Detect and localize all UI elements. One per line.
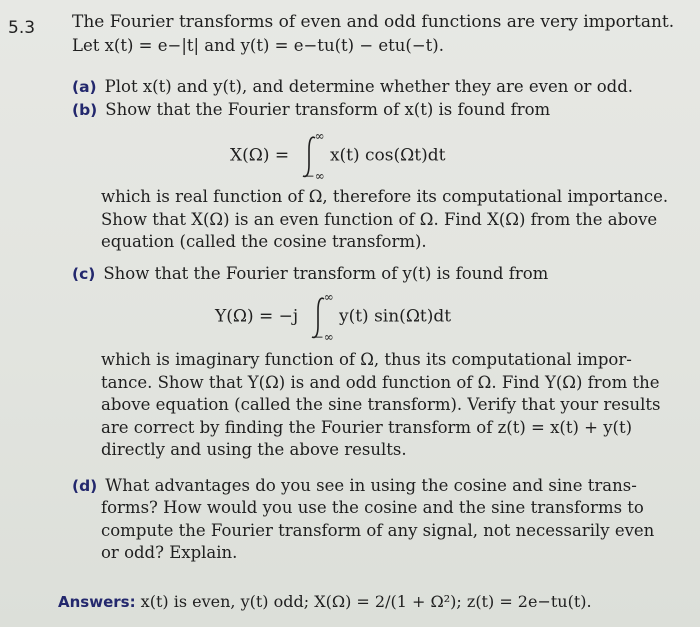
part-d-body xyxy=(101,497,676,565)
answers-label: Answers: xyxy=(58,593,136,611)
part-d-label: (d) xyxy=(72,477,98,495)
part-a-text: Plot x(t) and y(t), and determine whether they are even or odd. xyxy=(104,77,633,96)
body-line: are correct by finding the Fourier transform of z(t) = x(t) + y(t) xyxy=(101,417,633,437)
part-b-text: Show that the Fourier transform of x(t) is found from xyxy=(105,100,551,119)
problem-number: 5.3 xyxy=(8,18,36,38)
part-a xyxy=(72,75,633,99)
integral-upper-limit: ∞ xyxy=(314,129,325,143)
integral-lower-limit: −∞ xyxy=(304,169,325,183)
part-b-label: (b) xyxy=(72,101,98,119)
answers-line xyxy=(58,592,592,611)
part-b-body xyxy=(101,186,676,254)
body-line: or odd? Explain. xyxy=(101,543,238,562)
part-a-label: (a) xyxy=(72,78,97,96)
stem-line-2: Let x(t) = e−|t| and y(t) = e−tu(t) − etu(−t). xyxy=(72,36,444,55)
equation-lhs: X(Ω) = xyxy=(230,145,290,166)
body-line: which is imaginary function of Ω, thus its computational impor- xyxy=(101,350,632,369)
body-line: forms? How would you use the cosine and the sine transforms to xyxy=(101,498,644,517)
cosine-transform-equation xyxy=(230,129,446,183)
part-d-text: What advantages do you see in using the cosine and sine trans- xyxy=(105,476,637,495)
integral-sign xyxy=(304,290,334,344)
part-b xyxy=(72,98,550,122)
body-line: directly and using the above results. xyxy=(101,440,407,459)
part-d xyxy=(72,474,637,498)
equation-integrand: x(t) cos(Ωt)dt xyxy=(329,145,446,166)
body-line: which is real function of Ω, therefore its computational importance. xyxy=(101,187,669,206)
body-line: Show that X(Ω) is an even function of Ω. Find X(Ω) from the above xyxy=(101,209,658,229)
part-c-body xyxy=(101,349,676,462)
part-c xyxy=(72,262,548,286)
body-line: compute the Fourier transform of any signal, not necessarily even xyxy=(101,520,655,540)
integral-upper-limit: ∞ xyxy=(323,290,334,304)
part-c-text: Show that the Fourier transform of y(t) is found from xyxy=(103,264,549,283)
stem-line-1: The Fourier transforms of even and odd functions are very important. xyxy=(72,12,675,32)
integral-sign xyxy=(295,129,325,183)
part-c-label: (c) xyxy=(72,265,96,283)
equation-lhs: Y(Ω) = −j xyxy=(215,306,299,327)
body-line: above equation (called the sine transform). Verify that your results xyxy=(101,395,661,414)
answers-text: x(t) is even, y(t) odd; X(Ω) = 2/(1 + Ω²); z(t) = 2e−tu(t). xyxy=(140,592,592,611)
body-line: tance. Show that Y(Ω) is and odd function of Ω. Find Y(Ω) from the xyxy=(101,372,660,392)
problem-stem xyxy=(72,11,682,57)
sine-transform-equation xyxy=(215,290,452,344)
integral-lower-limit: −∞ xyxy=(313,330,334,344)
equation-integrand: y(t) sin(Ωt)dt xyxy=(338,306,452,327)
body-line: equation (called the cosine transform). xyxy=(101,232,427,251)
